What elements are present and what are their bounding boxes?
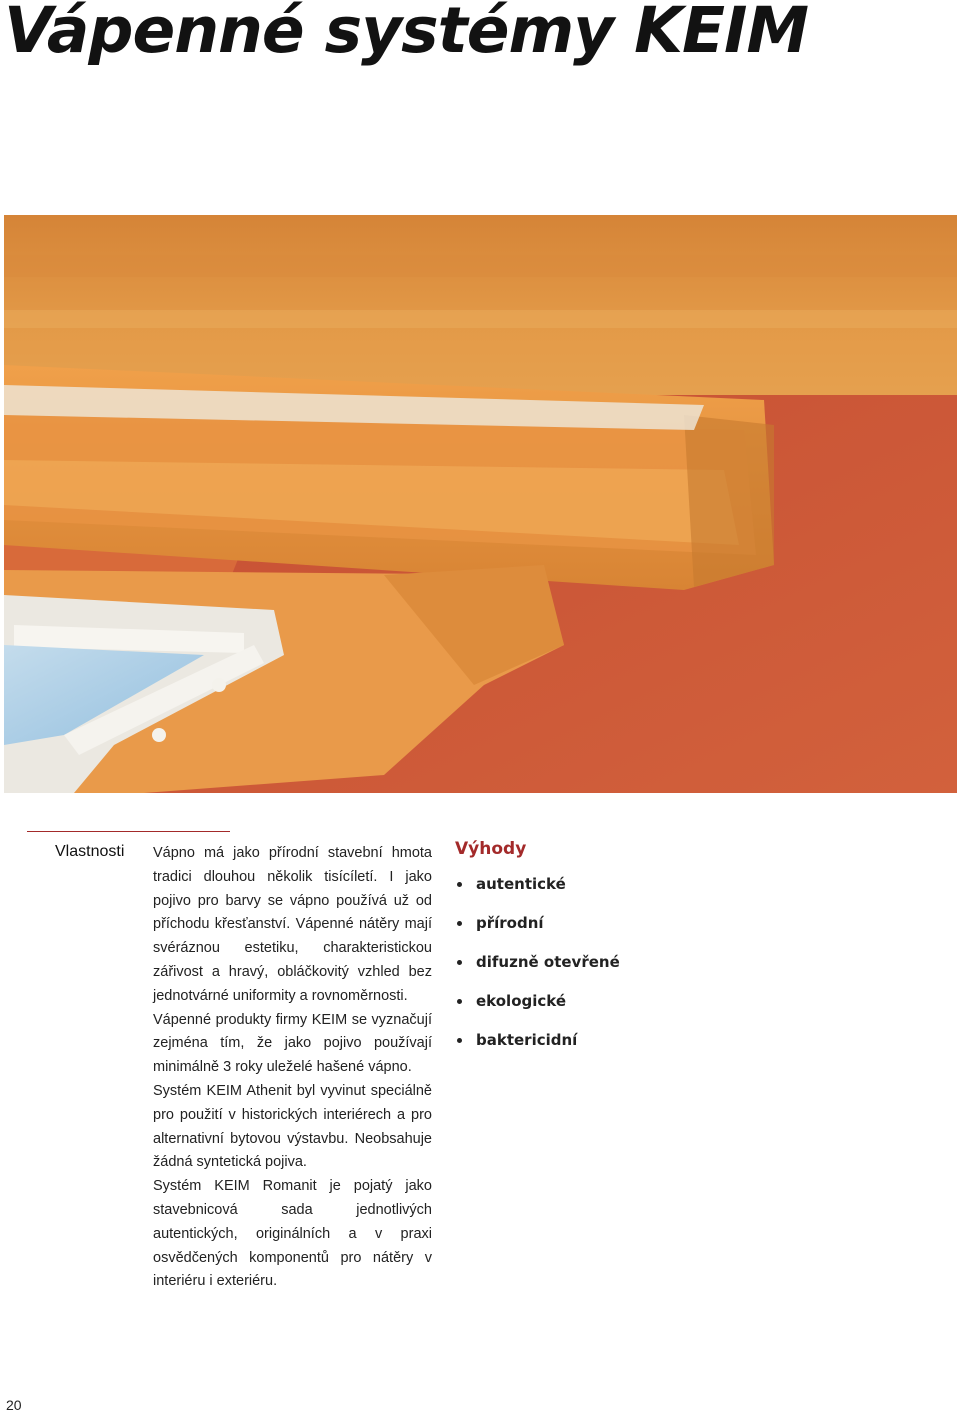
bullet-icon xyxy=(457,921,462,926)
list-item xyxy=(457,992,620,1031)
bullet-icon xyxy=(457,999,462,1004)
list-item-label: přírodní xyxy=(476,914,544,932)
advantages-list xyxy=(457,875,620,1070)
bullet-icon xyxy=(457,882,462,887)
bullet-icon xyxy=(457,1038,462,1043)
section-divider xyxy=(27,831,230,832)
list-item xyxy=(457,875,620,914)
list-item xyxy=(457,953,620,992)
list-item-label: autentické xyxy=(476,875,566,893)
list-item-label: ekologické xyxy=(476,992,567,1010)
paragraph: Systém KEIM Romanit je pojatý jako stavebnicová sada jednotlivých autentických, originálních a v praxi osvědčených komponentů pro nátěry v interiéru i exteriéru. xyxy=(153,1178,432,1290)
bullet-icon xyxy=(457,960,462,965)
advantages-title: Výhody xyxy=(455,839,527,859)
properties-text xyxy=(153,842,432,1294)
paragraph: Vápno má jako přírodní stavební hmota tradici dlouhou několik tisícíletí. I jako pojivo pro barvy se vápno používá už od příchodu křesťanství. Vápenné nátěry mají svéráznou estetiku, charakteristickou zářivost a hravý, obláčkovitý vzhled bez jednotvárné uniformity a rovnoměrnosti. xyxy=(153,845,432,1004)
list-item xyxy=(457,1031,620,1070)
section-label-properties: Vlastnosti xyxy=(55,843,125,860)
list-item-label: baktericidní xyxy=(476,1031,578,1049)
page-number: 20 xyxy=(6,1397,22,1413)
list-item xyxy=(457,914,620,953)
facade-cornice-photo xyxy=(4,215,957,793)
paragraph: Systém KEIM Athenit byl vyvinut speciálně pro použití v historických interiérech a pro alternativní bytovou výstavbu. Neobsahuje žádná syntetická pojiva. xyxy=(153,1082,432,1171)
list-item-label: difuzně otevřené xyxy=(476,953,620,971)
paragraph: Vápenné produkty firmy KEIM se vyznačují zejména tím, že jako pojivo používají minimálně 3 roky uleželé hašené vápno. xyxy=(153,1011,432,1076)
page-title: Vápenné systémy KEIM xyxy=(4,0,809,67)
